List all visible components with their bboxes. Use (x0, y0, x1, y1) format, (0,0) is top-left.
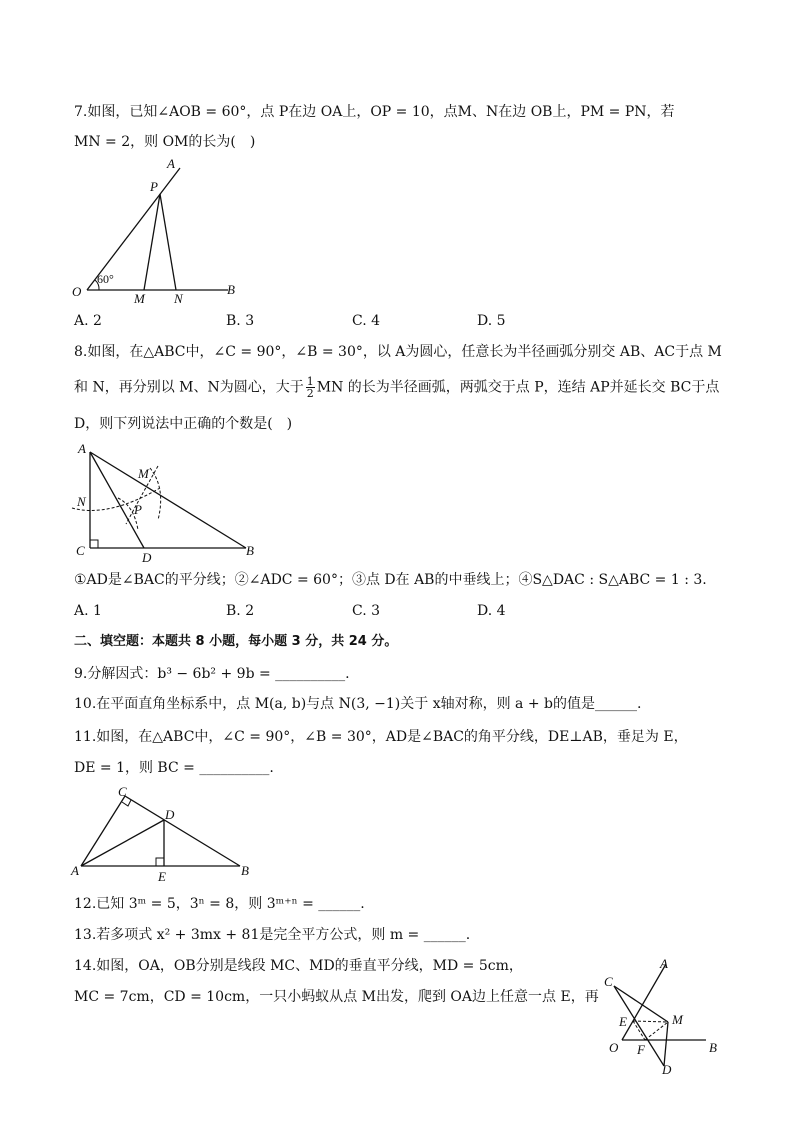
q8-statements: ①AD是∠BAC的平分线；②∠ADC = 60°；③点 D在 AB的中垂线上；④S△DAC : S△ABC = 1 : 3. (74, 572, 707, 588)
q8-line2-pre: 和 N，再分别以 M、N为圆心，大于 (74, 379, 304, 396)
q11-line2: DE = 1，则 BC = __________. (74, 760, 274, 776)
q14-label-F: F (637, 1042, 645, 1057)
q7-option-d: D. 5 (477, 313, 506, 329)
section-heading: 二、填空题：本题共 8 小题，每小题 3 分，共 24 分。 (74, 634, 398, 649)
q8-label-P: P (134, 502, 142, 517)
q8-label-M: M (138, 466, 149, 481)
q7-label-M: M (134, 291, 145, 306)
q13: 13.若多项式 x² + 3mx + 81是完全平方公式，则 m = ______. (74, 927, 471, 943)
q7-figure (68, 156, 258, 306)
q7-option-b: B. 3 (226, 313, 255, 329)
q14-label-E: E (619, 1014, 627, 1029)
q14-label-O: O (609, 1040, 619, 1055)
q8-line1: 8.如图，在△ABC中，∠C = 90°，∠B = 30°，以 A为圆心，任意长为半径画弧分别交 AB、AC于点 M (74, 344, 722, 360)
q11-label-E: E (158, 869, 166, 884)
q7-label-A: A (167, 156, 175, 171)
q12: 12.已知 3ᵐ = 5，3ⁿ = 8，则 3ᵐ⁺ⁿ = ______. (74, 896, 365, 912)
q7-line1: 7.如图，已知∠AOB = 60°，点 P在边 OA上，OP = 10，点M、N在边 OB上，PM = PN，若 (74, 104, 675, 120)
q7-option-c: C. 4 (352, 313, 381, 329)
q7-label-angle: 60° (97, 272, 114, 286)
q9: 9.分解因式：b³ − 6b² + 9b = __________. (74, 666, 350, 682)
q8-fraction (306, 376, 315, 399)
q7-label-B: B (227, 282, 235, 297)
q7-option-a: A. 2 (74, 313, 102, 329)
q7-label-O: O (72, 284, 82, 299)
q8-label-B: B (246, 543, 254, 558)
q14-label-A: A (660, 956, 668, 971)
q8-fraction-num: 1 (306, 375, 314, 388)
q8-option-d: D. 4 (477, 603, 506, 619)
q8-line2-post: MN 的长为半径画弧，两弧交于点 P，连结 AP并延长交 BC于点 (316, 379, 720, 396)
q8-option-b: B. 2 (226, 603, 255, 619)
q11-line1: 11.如图，在△ABC中，∠C = 90°，∠B = 30°，AD是∠BAC的角平分线，DE⊥AB，垂足为 E， (74, 729, 688, 745)
q11-figure (68, 782, 268, 882)
q8-fraction-den: 2 (306, 387, 314, 400)
q7-line2: MN = 2，则 OM的长为( ) (74, 134, 256, 150)
q14-line1: 14.如图，OA，OB分别是线段 MC、MD的垂直平分线，MD = 5cm， (74, 958, 523, 974)
q11-label-D: D (165, 807, 175, 822)
q8-label-A: A (78, 441, 86, 456)
q8-label-C: C (76, 543, 85, 558)
q14-label-C: C (604, 974, 613, 989)
q11-label-A: A (71, 863, 79, 878)
q11-label-B: B (241, 863, 249, 878)
q14-label-B: B (709, 1040, 717, 1055)
q14-line2: MC = 7cm，CD = 10cm，一只小蚂蚁从点 M出发，爬到 OA边上任意一点 E，再 (74, 989, 599, 1005)
q10: 10.在平面直角坐标系中，点 M(a, b)与点 N(3, −1)关于 x轴对称，则 a + b的值是______. (74, 696, 642, 712)
q14-figure (600, 952, 730, 1077)
q8-figure (68, 438, 268, 566)
q8-option-a: A. 1 (74, 603, 102, 619)
q7-label-N: N (174, 291, 183, 306)
q14-label-D: D (662, 1062, 672, 1077)
q8-option-c: C. 3 (352, 603, 381, 619)
q8-line3: D，则下列说法中正确的个数是( ) (74, 416, 293, 432)
q11-label-C: C (118, 784, 127, 799)
q8-label-N: N (77, 494, 86, 509)
q8-line2 (74, 376, 719, 399)
q14-label-M: M (672, 1012, 683, 1027)
q8-label-D: D (142, 550, 152, 565)
q7-label-P: P (150, 179, 158, 194)
